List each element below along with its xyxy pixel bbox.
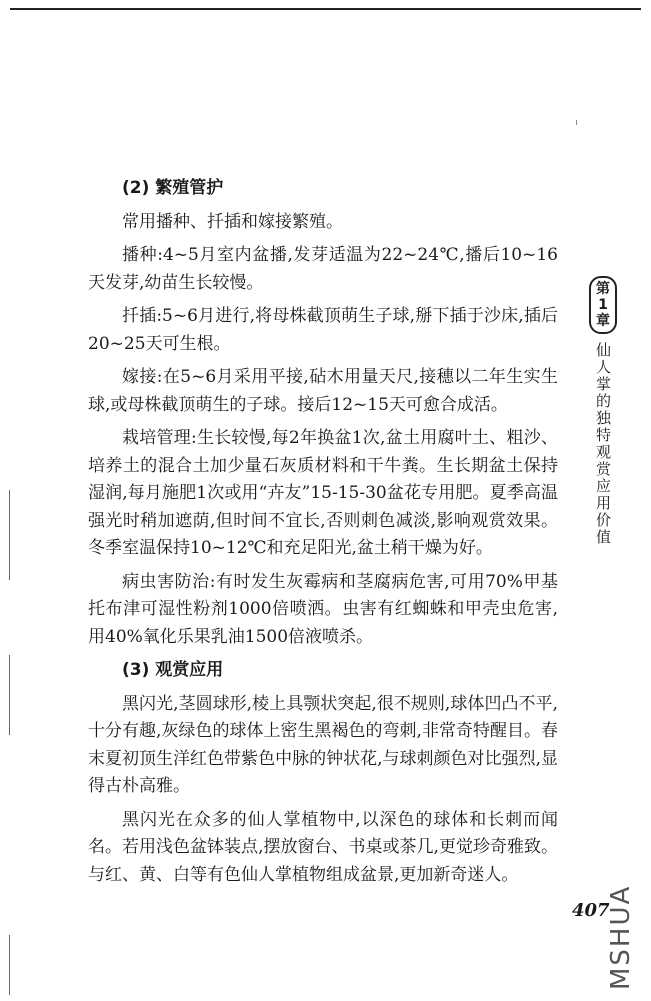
- scan-edge-mark: [9, 655, 10, 735]
- chapter-number: 1: [598, 297, 608, 313]
- paragraph-intro: 常用播种、扦插和嫁接繁殖。: [122, 211, 343, 232]
- chapter-char-prefix: 第: [596, 281, 610, 297]
- scan-edge-mark: [9, 935, 10, 995]
- paragraph-ornamental-2: 黑闪光在众多的仙人掌植物中,以深色的球体和长刺而闻名。若用浅色盆钵装点,摆放窗台、书桌或茶几,更觉珍奇雅致。与红、黄、白等有色仙人掌植物组成盆景,更加新奇迷人。: [88, 809, 558, 885]
- paragraph-grafting: 嫁接:在5~6月采用平接,砧木用量天尺,接穗以二年生实生球,或母株截顶萌生的子球。接后12~15天可愈合成活。: [88, 367, 558, 415]
- chapter-char-suffix: 章: [596, 313, 610, 329]
- chapter-badge: [589, 276, 617, 334]
- chapter-side-tab: [588, 276, 618, 546]
- paragraph-cutting: 扦插:5~6月进行,将母株截顶萌生子球,掰下插于沙床,插后20~25天可生根。: [88, 306, 558, 354]
- chapter-title: 仙人掌的独特观赏应用价值: [594, 342, 612, 546]
- print-speck: [576, 120, 577, 125]
- paragraph-ornamental-1: 黑闪光,茎圆球形,棱上具颚状突起,很不规则,球体凹凸不平,十分有趣,灰绿色的球体上密生黑褐色的弯刺,非常奇特醒目。春末夏初顶生洋红色带紫色中脉的钟状花,与球刺颜色对比强烈,显得古朴高雅。: [88, 693, 558, 796]
- section-heading-propagation: (2) 繁殖管护: [122, 178, 224, 198]
- section-heading-ornamental: (3) 观赏应用: [122, 660, 224, 680]
- watermark: MSHUA: [606, 884, 636, 991]
- paragraph-pests: 病虫害防治:有时发生灰霉病和茎腐病危害,可用70%甲基托布津可湿性粉剂1000倍喷洒。虫害有红蜘蛛和甲壳虫危害,用40%氧化乐果乳油1500倍液喷杀。: [88, 571, 558, 647]
- paragraph-sowing: 播种:4~5月室内盆播,发芽适温为22~24℃,播后10~16天发芽,幼苗生长较慢。: [88, 245, 558, 293]
- page-body: [88, 175, 558, 895]
- paragraph-cultivation: 栽培管理:生长较慢,每2年换盆1次,盆土用腐叶土、粗沙、培养土的混合土加少量石灰质材料和干牛粪。生长期盆土保持湿润,每月施肥1次或用“卉友”15-15-30盆花专用肥。夏季高温强光时稍加遮荫,但时间不宜长,否则刺色减淡,影响观赏效果。冬季室温保持10~12℃和充足阳光,盆土稍干燥为好。: [88, 428, 558, 558]
- top-rule: [10, 8, 641, 10]
- page-number: 407: [572, 900, 610, 921]
- scan-edge-mark: [9, 490, 10, 580]
